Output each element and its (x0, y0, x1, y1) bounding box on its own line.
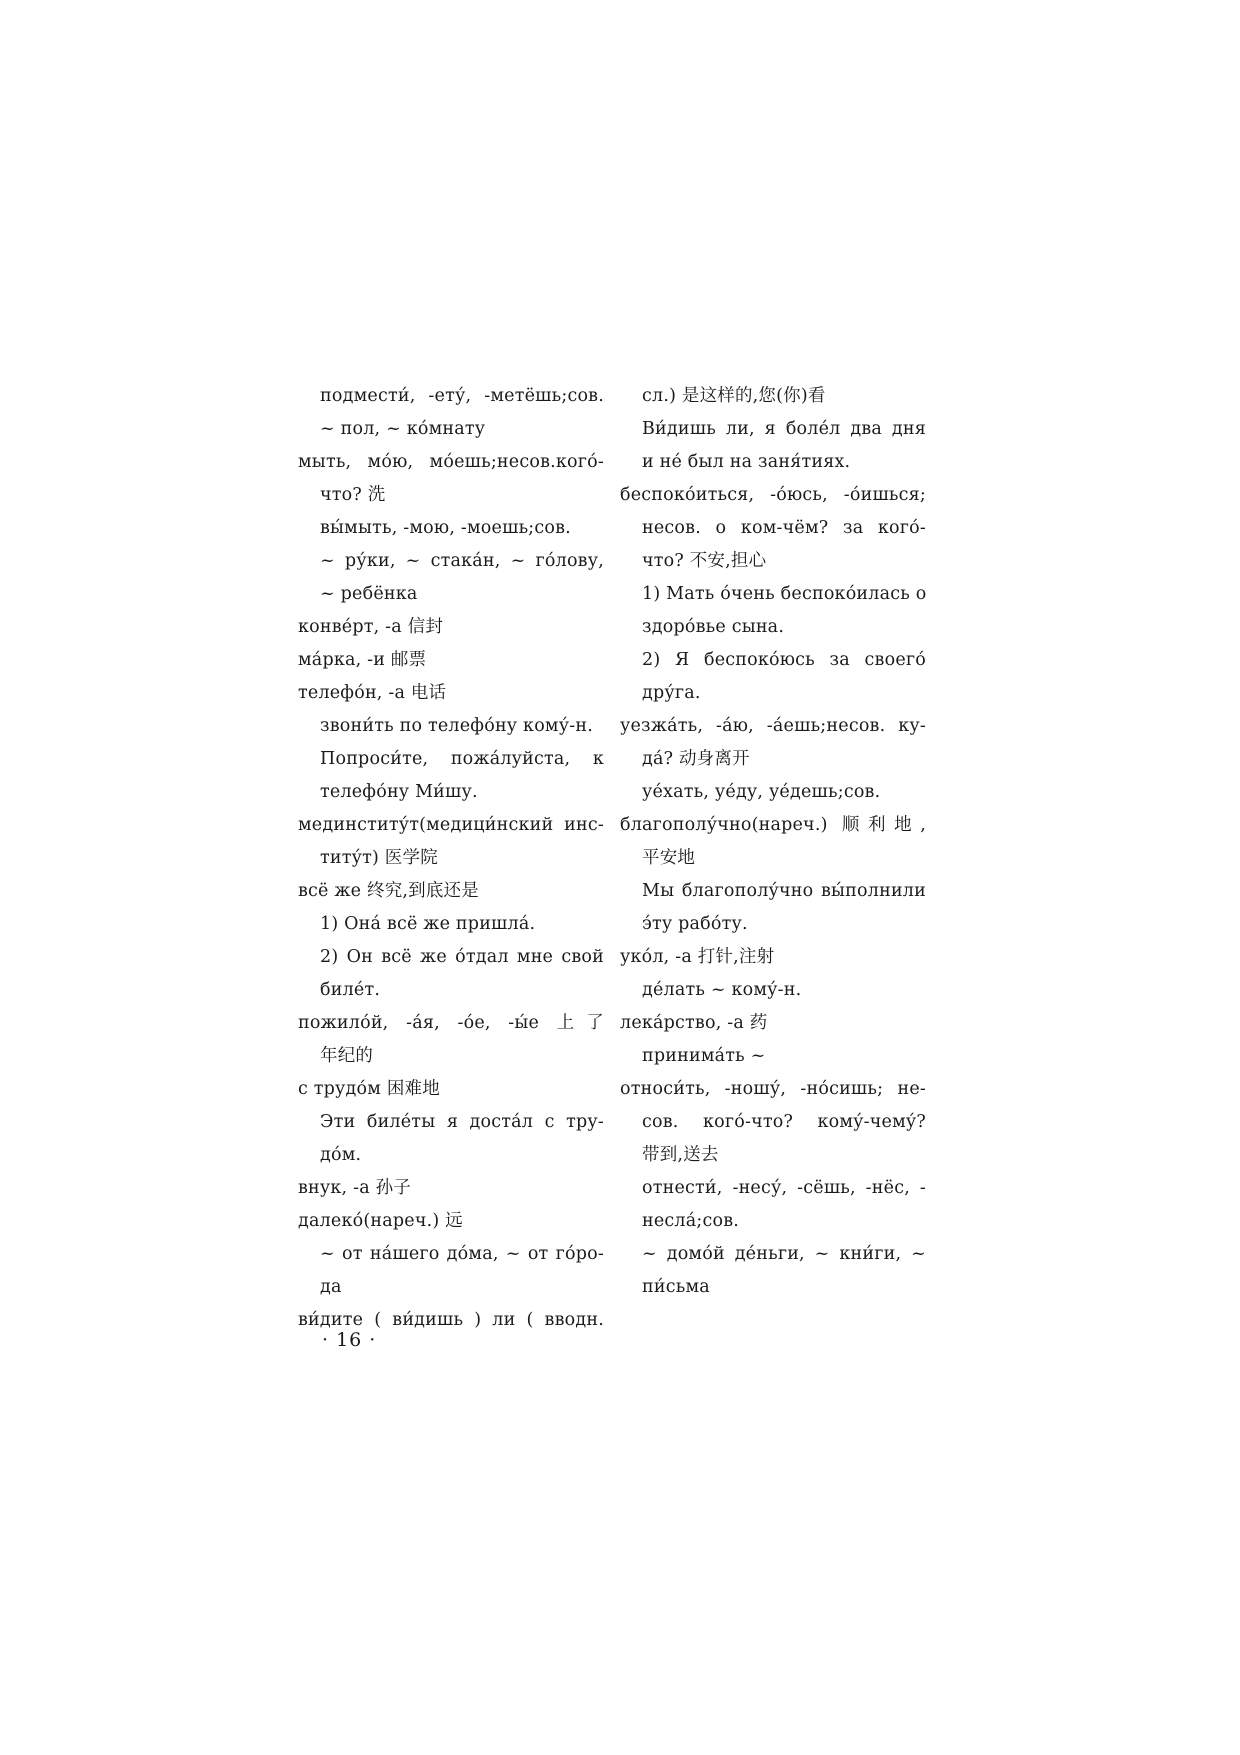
dictionary-line: уко́л, -а 打针,注射 (620, 947, 775, 967)
dictionary-line: да (320, 1277, 342, 1297)
dictionary-line: Ви́дишь ли, я боле́л два дня (642, 419, 926, 439)
dictionary-line: внук, -а 孙子 (298, 1178, 411, 1198)
page-number: · 16 · (322, 1329, 377, 1351)
dictionary-line: пи́сьма (642, 1277, 710, 1297)
dictionary-line: до́м. (320, 1145, 362, 1165)
dictionary-line: э́ту рабо́ту. (642, 914, 748, 934)
dictionary-line: ви́дите ( ви́дишь ) ли ( вводн. (298, 1310, 604, 1330)
dictionary-line: пожило́й, -а́я, -о́е, -ы́е 上了 (298, 1013, 604, 1033)
dictionary-line: 2) Я беспоко́юсь за своего́ (642, 650, 926, 670)
dictionary-line: мединститу́т(медици́нский инс- (298, 815, 604, 835)
dictionary-line: звони́ть по телефо́ну кому́-н. (320, 716, 593, 736)
dictionary-line: ~ ру́ки, ~ стака́н, ~ го́лову, (320, 551, 604, 571)
dictionary-line: ~ от на́шего до́ма, ~ от го́ро- (320, 1244, 604, 1264)
dictionary-line: подмести́, -ету́, -метёшь;сов. (320, 386, 604, 406)
dictionary-line: ма́рка, -и 邮票 (298, 650, 427, 670)
dictionary-line: мыть, мо́ю, мо́ешь;несов.кого́- (298, 452, 604, 472)
dictionary-line: ~ ребёнка (320, 584, 418, 604)
dictionary-line: де́лать ~ кому́-н. (642, 980, 802, 1000)
dictionary-line: 1) Мать о́чень беспоко́илась о (642, 584, 927, 604)
dictionary-line: Мы благополу́чно вы́полнили (642, 881, 926, 901)
dictionary-line: принима́ть ~ (642, 1046, 766, 1066)
dictionary-line: телефо́ну Ми́шу. (320, 782, 478, 802)
dictionary-line: сл.) 是这样的,您(你)看 (642, 386, 826, 406)
dictionary-line: 1) Она́ всё же пришла́. (320, 914, 536, 934)
dictionary-line: благополу́чно(нареч.) 顺利地, (620, 815, 926, 835)
dictionary-line: телефо́н, -а 电话 (298, 683, 447, 703)
dictionary-line: уе́хать, уе́ду, уе́дешь;сов. (642, 782, 881, 802)
dictionary-line: с трудо́м 困难地 (298, 1079, 440, 1099)
dictionary-line: сов. кого́-что? кому́-чему́? (642, 1112, 926, 1132)
left-column (298, 380, 604, 1337)
dictionary-line: далеко́(нареч.) 远 (298, 1211, 463, 1231)
dictionary-line: всё же 终究,到底还是 (298, 881, 479, 901)
dictionary-line: дру́га. (642, 683, 701, 703)
dictionary-line: Эти биле́ты я доста́л с тру- (320, 1112, 604, 1132)
dictionary-line: конве́рт, -а 信封 (298, 617, 444, 637)
dictionary-line: титу́т) 医学院 (320, 848, 438, 868)
dictionary-line: уезжа́ть, -а́ю, -а́ешь;несов. ку- (620, 716, 926, 736)
dictionary-line: что? 不安,担心 (642, 551, 767, 571)
dictionary-line: отнести́, -несу́, -сёшь, -нёс, - (642, 1178, 926, 1198)
dictionary-line: здоро́вье сына. (642, 617, 785, 637)
dictionary-line: вы́мыть, -мою, -моешь;сов. (320, 518, 571, 538)
dictionary-line: 2) Он всё же о́тдал мне свой (320, 947, 604, 967)
dictionary-line: что? 洗 (320, 485, 386, 505)
dictionary-line: Попроси́те, пожа́луйста, к (320, 749, 604, 769)
dictionary-line: 年纪的 (320, 1046, 374, 1066)
dictionary-line: относи́ть, -ношу́, -но́сишь; не- (620, 1079, 926, 1099)
dictionary-line: 平安地 (642, 848, 696, 868)
dictionary-line: ~ домо́й де́ньги, ~ кни́ги, ~ (642, 1244, 926, 1264)
dictionary-line: лека́рство, -а 药 (620, 1013, 768, 1033)
dictionary-line: 带到,送去 (642, 1145, 719, 1165)
dictionary-line: ~ пол, ~ ко́мнату (320, 419, 486, 439)
dictionary-line: несов. о ком-чём? за кого́- (642, 518, 926, 538)
dictionary-line: несла́;сов. (642, 1211, 740, 1231)
dictionary-line: биле́т. (320, 980, 381, 1000)
dictionary-line: беспоко́иться, -о́юсь, -о́ишься; (620, 485, 926, 505)
dictionary-line: и не́ был на заня́тиях. (642, 452, 851, 472)
dictionary-line: да́? 动身离开 (642, 749, 750, 769)
right-column (620, 380, 926, 1304)
